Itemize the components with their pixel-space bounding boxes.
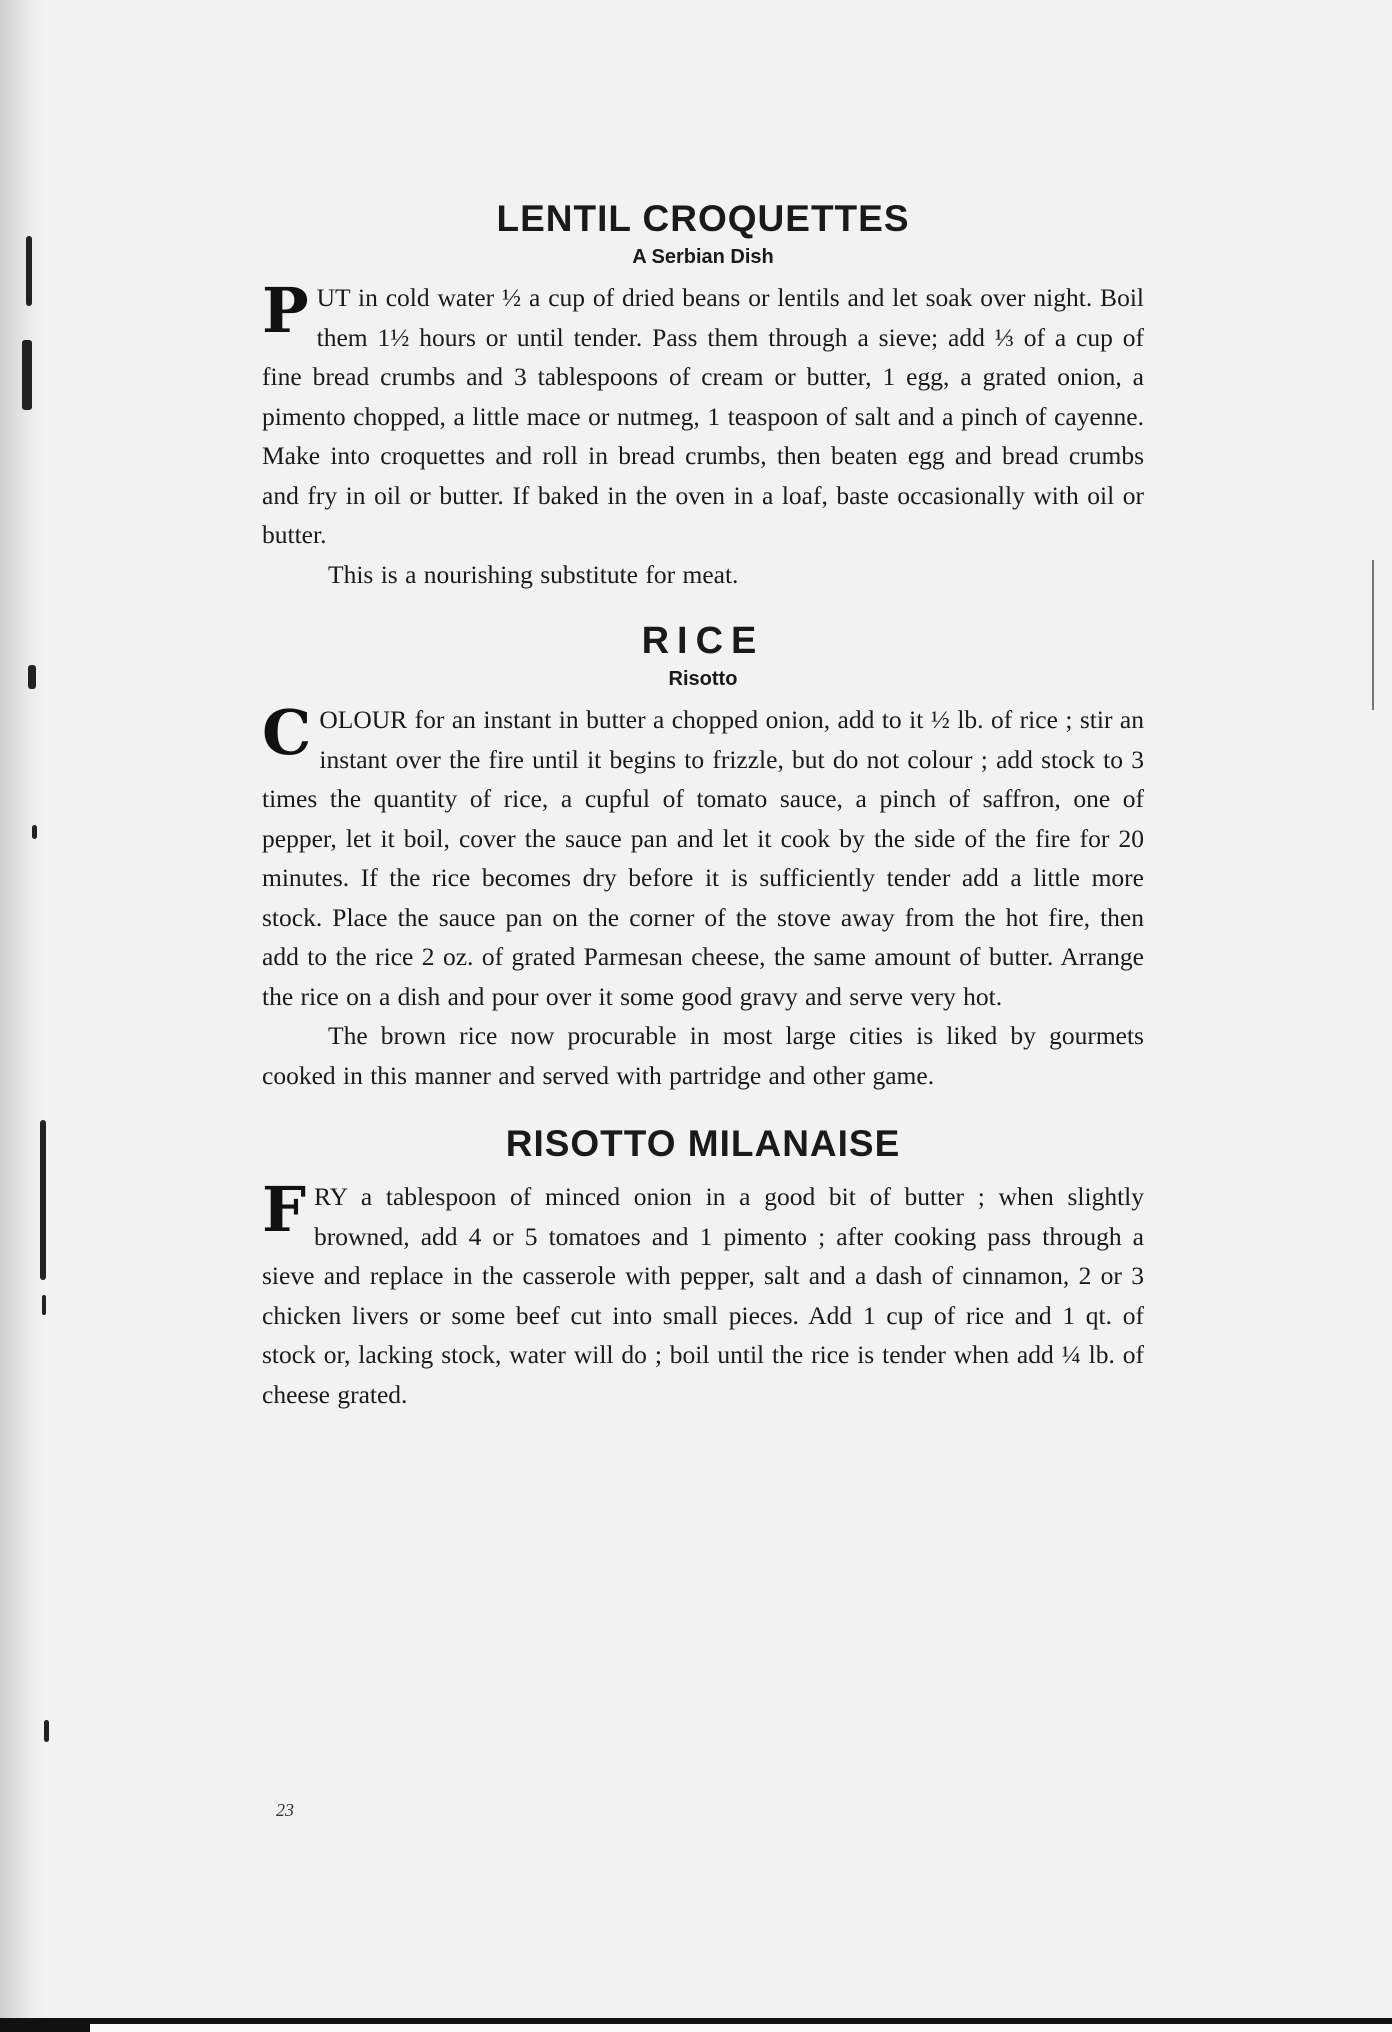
page-edge-line — [1372, 560, 1374, 710]
page-number: 23 — [276, 1800, 294, 1820]
recipe-subtitle: A Serbian Dish — [632, 246, 774, 268]
recipe-paragraph — [262, 696, 1144, 1016]
binding-mark — [26, 236, 32, 306]
section-spacer — [262, 1095, 1144, 1121]
drop-cap: F — [262, 1173, 307, 1246]
binding-mark — [28, 665, 36, 689]
binding-mark — [22, 340, 32, 410]
drop-cap: C — [262, 696, 312, 769]
recipe-title: LENTIL CROQUETTES — [496, 198, 910, 239]
recipe-paragraph — [262, 274, 1144, 555]
paragraph-text: UT in cold water ½ a cup of dried beans or lentils and let soak over night. Boil them 1½ hours or until tender. Pass them through a sieve; add ⅓ of a cup of fine bread crumbs and 3 tablespoons of cream or butter, 1 egg, a grated onion, a pimento chopped, a little mace or nutmeg, 1 teaspoon of salt and a pinch of cayenne. Make into croquettes and roll in bread crumbs, then beaten egg and bread crumbs and fry in oil or butter. If baked in the oven in a loaf, baste occasionally with oil or butter. — [262, 283, 1144, 549]
drop-cap: P — [262, 274, 309, 347]
section-spacer — [262, 594, 1144, 618]
recipe-title: RICE — [641, 620, 765, 662]
book-spine — [0, 0, 44, 2032]
binding-mark — [40, 1120, 46, 1280]
recipe-subtitle: Risotto — [668, 668, 738, 690]
page-bottom-paper — [90, 2024, 1392, 2032]
binding-mark — [42, 1295, 46, 1315]
binding-mark — [32, 825, 37, 839]
page-content — [262, 196, 1144, 1414]
paragraph-text: RY a tablespoon of minced onion in a good bit of butter ; when slightly browned, add 4 or 5 tomatoes and 1 pimento ; after cooking pass through a sieve and replace in the casserole with pepper, salt and a dash of cinnamon, 2 or 3 chicken livers or some beef cut into small pieces. Add 1 cup of rice and 1 qt. of stock or, lacking stock, water will do ; boil until the rice is tender when add ¼ lb. of cheese grated. — [262, 1182, 1144, 1409]
paragraph-text: OLOUR for an instant in butter a chopped onion, add to it ½ lb. of rice ; stir an instant over the fire until it begins to frizzle, but do not colour ; add stock to 3 times the quantity of rice, a cupful of tomato sauce, a pinch of saffron, one of pepper, let it boil, cover the sauce pan and let it cook by the side of the fire for 20 minutes. If the rice becomes dry before it is sufficiently tender add a little more stock. Place the sauce pan on the corner of the stove away from the hot fire, then add to the rice 2 oz. of grated Parmesan cheese, the same amount of butter. Arrange the rice on a dish and pour over it some good gravy and serve very hot. — [262, 705, 1144, 1011]
recipe-title: RISOTTO MILANAISE — [505, 1123, 901, 1164]
recipe-paragraph — [262, 1173, 1144, 1414]
recipe-paragraph: The brown rice now procurable in most large cities is liked by gourmets cooked in this manner and served with partridge and other game. — [262, 1021, 1144, 1090]
binding-mark — [44, 1720, 49, 1742]
recipe-paragraph: This is a nourishing substitute for meat. — [328, 559, 739, 589]
